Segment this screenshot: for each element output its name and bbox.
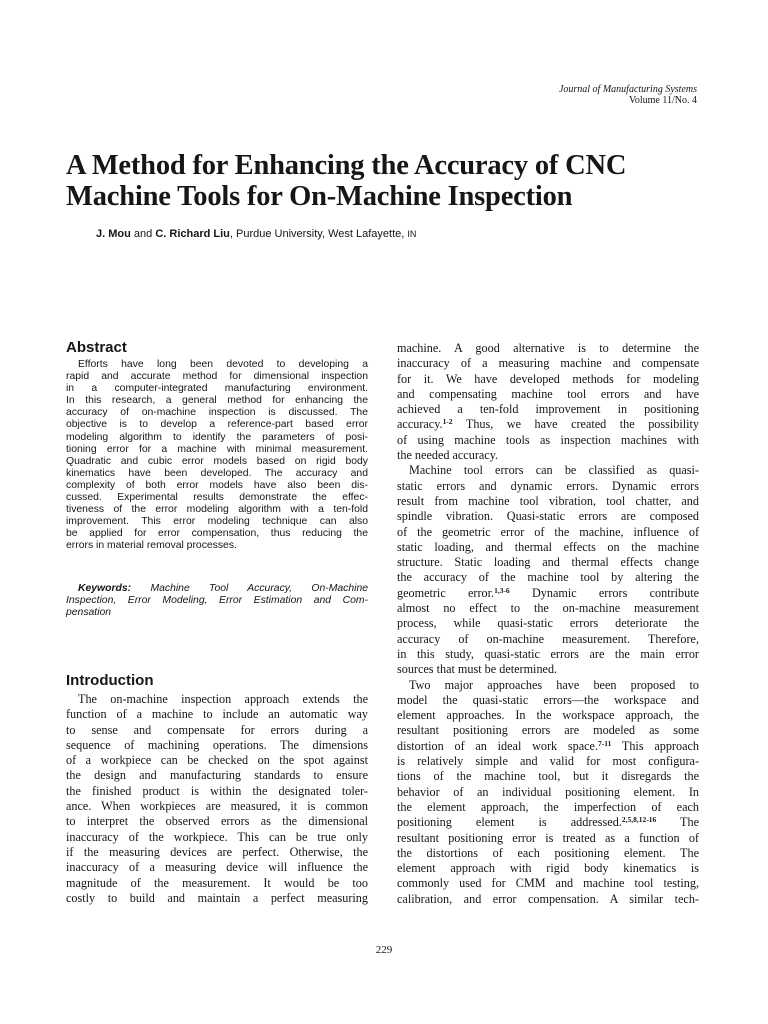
body-line-with-citation — [397, 417, 699, 432]
body-line: element approach with rigid body kinematics is — [397, 861, 699, 876]
body-text: geometric error. — [397, 585, 495, 600]
intro-line: The on-machine inspection approach extends the — [78, 692, 368, 706]
abstract-line: complexity of both error models have also been dis- — [66, 479, 368, 491]
abstract-line: improvement. This error modeling technique can also — [66, 516, 368, 528]
body-text: positioning element is addressed. — [397, 815, 622, 830]
body-line: the element approach, the imperfection of each — [397, 799, 699, 814]
body-line: almost no effect to the on-machine measurement — [397, 601, 699, 616]
body-line: Two major approaches have been proposed to — [409, 677, 699, 692]
page-number: 229 — [375, 944, 393, 956]
abstract-line: be applied for error compensation, thus reducing the — [66, 528, 368, 540]
intro-line: if the measuring devices are perfect. Otherwise, the — [66, 844, 368, 859]
abstract-line: objective is to develop a reference-part based error — [66, 419, 368, 431]
body-line: static errors and dynamic errors. Dynamic errors — [397, 478, 699, 493]
body-text: The — [656, 815, 700, 830]
body-line: element approaches. In the workspace approach, the — [397, 708, 699, 723]
paper-title-line-2: Machine Tools for On-Machine Inspection — [66, 181, 573, 212]
abstract-line: cussed. Experimental results demonstrate the effec- — [66, 492, 368, 504]
intro-line: costly to build and maintain a perfect measuring — [66, 890, 368, 905]
journal-name: Journal of Manufacturing Systems — [558, 84, 697, 95]
body-line: machine. A good alternative is to determine the — [397, 341, 699, 355]
intro-line: inaccuracy of the workpiece. This can be true only — [66, 829, 368, 844]
body-line-with-citation — [397, 815, 699, 830]
abstract-line: in a computer-integrated manufacturing environment. — [66, 383, 368, 395]
citation: 7-11 — [598, 738, 612, 748]
body-line: for it. We have developed methods for modeling — [397, 371, 699, 386]
body-text: Thus, we have created the possibility — [452, 417, 699, 432]
intro-line: to sense and compensate for errors during a — [66, 722, 368, 737]
body-line: the accuracy of the machine tool by altering the — [397, 570, 699, 585]
introduction-heading: Introduction — [66, 672, 154, 689]
body-line: the needed accuracy. — [397, 448, 499, 463]
body-line: sources that must be determined. — [397, 662, 558, 677]
body-text: distortion of an ideal work space. — [397, 738, 599, 753]
author-conjunction: and — [130, 228, 156, 240]
journal-volume: Volume 11/No. 4 — [628, 95, 697, 106]
body-line: structure. Static loading and thermal effects change — [397, 555, 699, 570]
keywords-text: Machine Tool Accuracy, On-Machine — [150, 583, 369, 594]
abstract-line: In this research, a general method for enhancing the — [66, 395, 368, 407]
abstract-section — [66, 340, 368, 553]
abstract-line: tiveness of the error modeling algorithm with a ten-fold — [66, 504, 368, 516]
intro-line: magnitude of the measurement. It would be too — [66, 875, 368, 890]
body-line: model the quasi-static errors—the workspace and — [397, 692, 699, 707]
introduction-section — [66, 673, 368, 906]
author-2: C. Richard Liu — [155, 228, 230, 240]
body-line: calibration, and error compensation. A similar tech- — [397, 891, 699, 906]
body-line: spindle vibration. Quasi-static errors are composed — [397, 509, 699, 524]
body-line: Machine tool errors can be classified as quasi- — [409, 463, 699, 478]
intro-line: ance. When workpieces are measured, it is common — [66, 799, 368, 814]
journal-header — [559, 84, 697, 106]
body-line: and compensating machine tool errors and have — [397, 386, 699, 401]
intro-line: the finished product is within the designated toler- — [66, 783, 368, 798]
abstract-line: Quadratic and cubic error models based on rigid body — [66, 455, 368, 467]
abstract-body — [66, 359, 368, 553]
affiliation: , Purdue University, West Lafayette, — [229, 228, 408, 240]
right-column-body — [397, 341, 699, 907]
paper-title-line-1: A Method for Enhancing the Accuracy of CNC — [66, 150, 627, 181]
body-line-with-citation — [397, 739, 699, 754]
body-line: inaccuracy of a measuring machine and compensate — [397, 356, 699, 371]
body-line: is relatively simple and valid for most configura- — [397, 754, 699, 769]
keywords-section — [66, 583, 368, 619]
intro-line: of a workpiece can be checked on the spot against — [66, 753, 368, 768]
body-line: result from machine tool vibration, tool chatter, and — [397, 493, 699, 508]
body-text: This approach — [611, 738, 699, 753]
body-line: accuracy of on-machine measurement. Therefore, — [397, 631, 699, 646]
abstract-line: tioning error for a machine with minimal measurement. — [66, 443, 368, 455]
body-line: the distortions of each positioning element. The — [397, 845, 699, 860]
body-line: static loading, and thermal effects on the machine — [397, 539, 699, 554]
citation: 1-2 — [442, 417, 453, 427]
body-line: in this study, quasi-static errors are the main error — [397, 646, 699, 661]
intro-line: inaccuracy of a measuring device will influence the — [66, 860, 368, 875]
author-1: J. Mou — [96, 228, 131, 240]
intro-line: the design and manufacturing standards to ensure — [66, 768, 368, 783]
body-line: tions of the machine tool, but it disregards the — [397, 769, 699, 784]
body-line: commonly used for CMM and machine tool testing, — [397, 876, 699, 891]
abstract-heading: Abstract — [66, 339, 127, 356]
abstract-line: errors in material removal processes. — [66, 540, 237, 552]
body-line: resultant positioning errors are modeled as some — [397, 723, 699, 738]
intro-line: to interpret the observed errors as the dimensional — [66, 814, 368, 829]
citation: 1,3-6 — [494, 585, 510, 595]
affiliation-state: IN — [407, 229, 417, 239]
abstract-line: kinematics have been developed. The accuracy and — [66, 467, 368, 479]
keywords-line — [66, 583, 368, 595]
body-line: resultant positioning error is treated as a function of — [397, 830, 699, 845]
intro-line: sequence of machining operations. The dimensions — [66, 737, 368, 752]
keywords-line: pensation — [66, 607, 112, 619]
keywords-line: Inspection, Error Modeling, Error Estimation and Com- — [66, 595, 368, 607]
body-line: of using machine tools as inspection machines with — [397, 432, 699, 447]
introduction-body — [66, 692, 368, 906]
body-line: of the geometric error of the machine, influence of — [397, 524, 699, 539]
intro-line: function of a machine to include an automatic way — [66, 707, 368, 722]
abstract-line: modeling algorithm to identify the parameters of posi- — [66, 431, 368, 443]
body-text: accuracy. — [397, 417, 443, 432]
body-line-with-citation — [397, 586, 699, 601]
body-text: Dynamic errors contribute — [509, 585, 700, 600]
body-line: behavior of an individual positioning element. In — [397, 784, 699, 799]
abstract-line: accuracy of on-machine inspection is discussed. The — [66, 407, 368, 419]
body-line: process, while quasi-static errors deteriorate the — [397, 616, 699, 631]
body-line: achieved a ten-fold improvement in positioning — [397, 402, 699, 417]
citation: 2,5,8,12-16 — [621, 815, 657, 825]
paper-title — [66, 150, 726, 212]
abstract-line: Efforts have long been devoted to developing a — [78, 359, 368, 370]
keywords-label: Keywords: — [78, 583, 132, 594]
author-line — [96, 228, 416, 241]
abstract-line: rapid and accurate method for dimensional inspection — [66, 371, 368, 383]
